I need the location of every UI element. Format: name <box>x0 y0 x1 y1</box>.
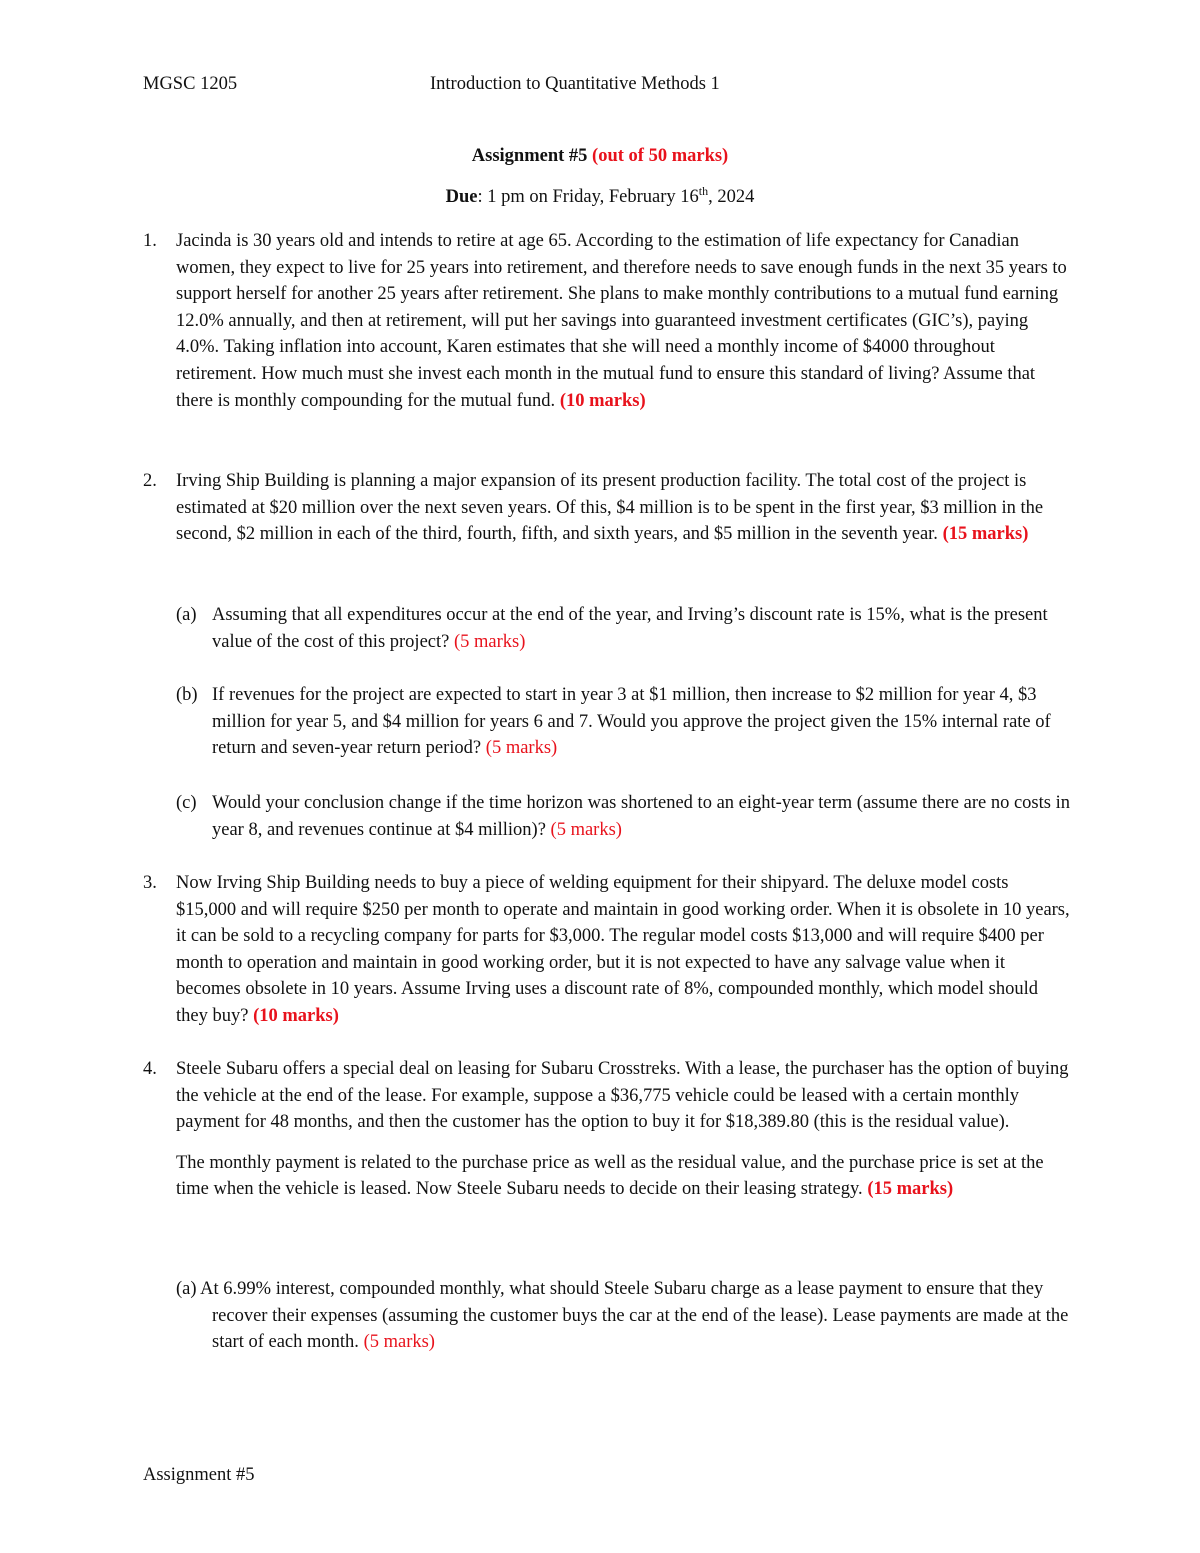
question-2-part-c <box>176 790 1076 843</box>
part-text <box>212 790 1076 843</box>
part-a-body: At 6.99% interest, compounded monthly, what should Steele Subaru charge as a lease payment to ensure that they recover their expenses (assuming the customer buys the car at the end of the lease). Lease payments are made at the start of each month. <box>200 1279 1069 1353</box>
part-text <box>212 682 1076 762</box>
part-label: (b) <box>176 685 198 705</box>
part-a-body: Assuming that all expenditures occur at the end of the year, and Irving’s discount rate is 15%, what is the present value of the cost of this project? <box>212 605 1048 652</box>
part-marks: (5 marks) <box>453 631 526 652</box>
part-label: (a) <box>176 605 197 625</box>
question-1 <box>143 228 1073 414</box>
question-marks: (10 marks) <box>253 1005 339 1026</box>
question-2 <box>143 468 1073 548</box>
due-sup: th <box>698 183 709 198</box>
question-text <box>176 228 1073 414</box>
due-label: Due <box>445 187 478 207</box>
question-4-body-2: The monthly payment is related to the purchase price as well as the residual value, and the purchase price is set at the time when the vehicle is leased. Now Steele Subaru needs to decide on their leasing strategy. <box>176 1152 1044 1200</box>
question-2-part-b <box>176 682 1076 762</box>
question-4-body: Steele Subaru offers a special deal on leasing for Subaru Crosstreks. With a lease, the purchaser has the option of buying the vehicle at the end of the lease. For example, suppose a $36,775 vehicle could be leased with a certain monthly payment for 48 months, and then the customer has the option to buy it for $18,389.80 (this is the residual value). <box>176 1059 1069 1133</box>
question-marks: (15 marks) <box>942 524 1029 545</box>
assignment-name: Assignment #5 <box>471 146 588 166</box>
question-1-body: Jacinda is 30 years old and intends to retire at age 65. According to the estimation of life expectancy for Canadian women, they expect to live for 25 years into retirement, and therefore needs to save enough funds in the next 35 years to support herself for another 25 years after retirement. She plans to make monthly contributions to a mutual fund earning 12.0% annually, and then at retirement, will put her savings into guaranteed investment certificates (GIC’s), paying 4.0%. Taking inflation into account, Karen estimates that she will need a monthly income of $4000 throughout retirement. How much must she invest each month in the mutual fund to ensure this standard of living? Assume that there is monthly compounding for the mutual fund. <box>176 231 1067 411</box>
question-number: 4. <box>143 1059 157 1079</box>
part-marks: (5 marks) <box>363 1332 435 1353</box>
due-year: , 2024 <box>708 187 755 207</box>
question-4-part-a <box>176 1276 1076 1356</box>
question-3 <box>143 870 1073 1030</box>
question-3-body: Now Irving Ship Building needs to buy a piece of welding equipment for their shipyard. The deluxe model costs $15,000 and will require $250 per month to operate and maintain in good working order. When it is obsolete in 10 years, it can be sold to a recycling company for parts for $3,000. The regular model costs $13,000 and will require $400 per month to operation and maintain in good working order, but it is not expected to have any salvage value when it becomes obsolete in 10 years. Assume Irving uses a discount rate of 8%, compounded monthly, which model should they buy? <box>176 873 1070 1026</box>
course-title: Introduction to Quantitative Methods 1 <box>430 74 720 94</box>
question-2-part-a <box>176 602 1076 655</box>
question-text <box>176 870 1073 1030</box>
part-c-body: Would your conclusion change if the time horizon was shortened to an eight-year term (assume there are no costs in year 8, and revenues continue at $4 million)? <box>212 793 1070 840</box>
question-text <box>176 1056 1073 1136</box>
part-label: (a) <box>176 1279 197 1299</box>
question-text <box>176 468 1073 548</box>
question-number: 3. <box>143 873 157 893</box>
question-marks: (10 marks) <box>559 390 646 411</box>
assignment-title <box>0 143 1200 170</box>
part-b-body: If revenues for the project are expected to start in year 3 at $1 million, then increase to $2 million for year 4, $3 million for year 5, and $4 million for years 6 and 7. Would you approve the project given the 15% internal rate of return and seven-year return period? <box>212 685 1051 759</box>
question-marks: (15 marks) <box>867 1179 954 1200</box>
question-4 <box>143 1056 1073 1203</box>
question-text-2 <box>176 1150 1073 1203</box>
part-text <box>212 602 1076 655</box>
course-code: MGSC 1205 <box>143 74 238 94</box>
total-marks: (out of 50 marks) <box>592 146 729 166</box>
part-label: (c) <box>176 793 197 813</box>
question-number: 1. <box>143 231 157 251</box>
question-number: 2. <box>143 471 157 491</box>
due-text: : 1 pm on Friday, February 16 <box>477 187 699 207</box>
part-marks: (5 marks) <box>485 738 558 759</box>
part-text <box>176 1276 1076 1356</box>
due-date <box>0 184 1200 211</box>
page-footer: Assignment #5 <box>143 1465 255 1485</box>
question-2-body: Irving Ship Building is planning a major expansion of its present production facility. The total cost of the project is estimated at $20 million over the next seven years. Of this, $4 million is to be spent in the first year, $3 million in the second, $2 million in each of the third, fourth, fifth, and sixth years, and $5 million in the seventh year. <box>176 471 1044 545</box>
part-marks: (5 marks) <box>550 819 622 840</box>
